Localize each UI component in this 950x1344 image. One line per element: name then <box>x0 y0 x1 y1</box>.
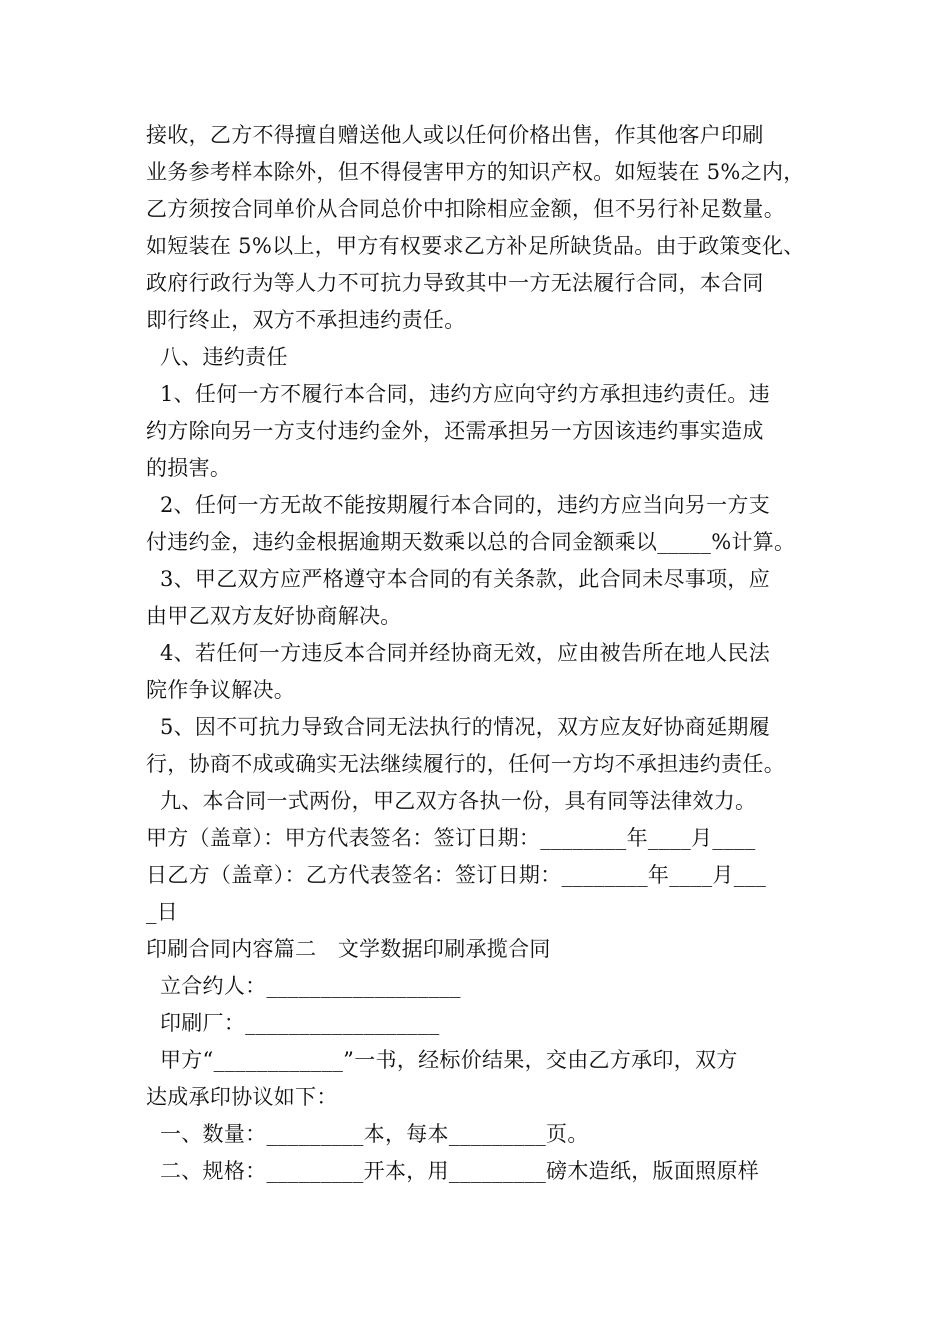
paragraph-line: 4、若任何一方违反本合同并经协商无效，应由被告所在地人民法 <box>146 641 771 665</box>
form-field-line: 二、规格：_________开本，用_________磅木造纸，版面照原样 <box>146 1159 760 1183</box>
signature-line: _日 <box>146 900 179 924</box>
form-field-line: 一、数量：_________本，每本_________页。 <box>146 1122 589 1146</box>
paragraph-line: 5、因不可抗力导致合同无法执行的情况，双方应友好协商延期履 <box>146 715 771 739</box>
form-field-line: 立合约人：__________________ <box>146 974 461 998</box>
paragraph-line: 即行终止，双方不承担违约责任。 <box>146 308 466 332</box>
signature-line: 日乙方（盖章）：乙方代表签名：签订日期：________年____月___ <box>146 863 767 887</box>
paragraph-line: 行，协商不成或确实无法继续履行的，任何一方均不承担违约责任。 <box>146 752 785 776</box>
paragraph-line: 业务参考样本除外，但不得侵害甲方的知识产权。如短装在 5%之内， <box>146 160 805 184</box>
form-field-line: 印刷厂：__________________ <box>146 1011 440 1035</box>
paragraph-line: 甲方“____________”一书，经标价结果，交由乙方承印，双方 <box>146 1048 738 1072</box>
paragraph-line: 达成承印协议如下： <box>146 1085 338 1109</box>
paragraph-line: 院作争议解决。 <box>146 678 296 702</box>
paragraph-line: 如短装在 5%以上，甲方有权要求乙方补足所缺货品。由于政策变化、 <box>146 234 805 258</box>
paragraph-line: 的损害。 <box>146 456 232 480</box>
paragraph-line: 乙方须按合同单价从合同总价中扣除相应金额，但不另行补足数量。 <box>146 197 785 221</box>
paragraph-line: 九、本合同一式两份，甲乙双方各执一份，具有同等法律效力。 <box>146 789 757 813</box>
signature-line: 甲方（盖章）：甲方代表签名：签订日期：________年____月____ <box>146 826 756 850</box>
paragraph-line: 3、甲乙双方应严格遵守本合同的有关条款，此合同未尽事项，应 <box>146 567 771 591</box>
paragraph-line: 1、任何一方不履行本合同，违约方应向守约方承担违约责任。违 <box>146 382 771 406</box>
paragraph-line: 约方除向另一方支付违约金外，还需承担另一方因该违约事实造成 <box>146 419 764 443</box>
paragraph-line: 2、任何一方无故不能按期履行本合同的，违约方应当向另一方支 <box>146 493 771 517</box>
paragraph-line: 由甲乙双方友好协商解决。 <box>146 604 402 628</box>
paragraph-line: 接收，乙方不得擅自赠送他人或以任何价格出售，作其他客户印刷 <box>146 123 764 147</box>
paragraph-line: 付违约金，违约金根据逾期天数乘以总的合同金额乘以_____%计算。 <box>146 530 796 554</box>
section-heading: 八、违约责任 <box>146 345 288 369</box>
section-title: 印刷合同内容篇二 文学数据印刷承揽合同 <box>146 937 551 961</box>
paragraph-line: 政府行政行为等人力不可抗力导致其中一方无法履行合同，本合同 <box>146 271 764 295</box>
